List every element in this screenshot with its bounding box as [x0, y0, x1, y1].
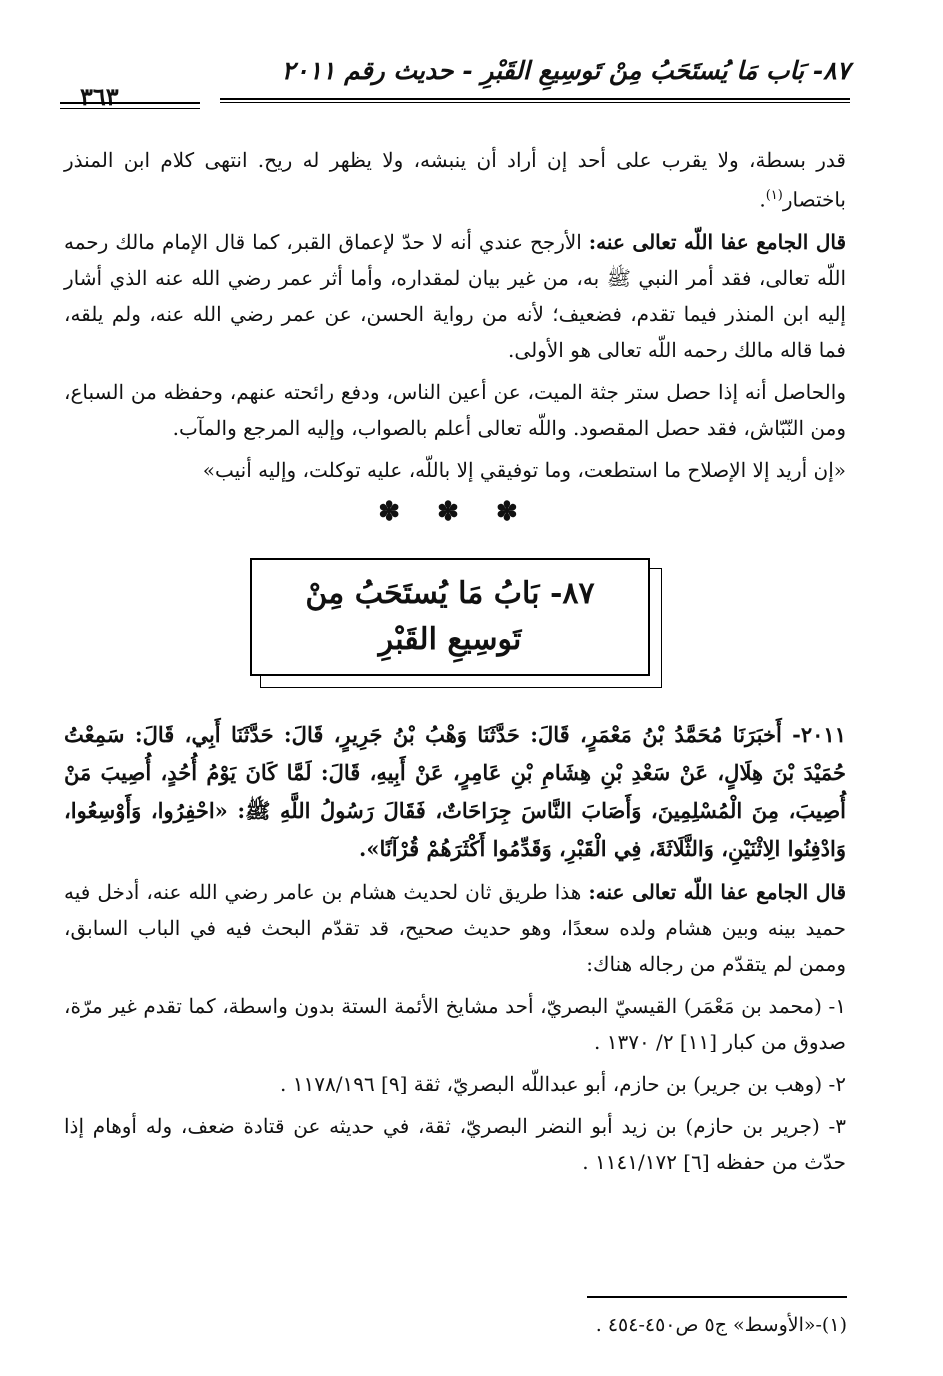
closing-quote: «إن أريد إلا الإصلاح ما استطعت، وما توفيقي إلا باللّه، عليه توكلت، وإليه أنيب»: [202, 457, 846, 482]
footnote-rule: [587, 1296, 847, 1298]
chapter-title: ٨٧- بَابُ مَا يُستَحَبُ مِنْ تَوسِيعِ القَبْرِ: [250, 558, 650, 676]
paragraph: قال الجامع عفا اللّه تعالى عنه: الأرجح عندي أنه لا حدّ لإعماق القبر، كما قال الإمام مالك رحمه اللّه تعالى، فقد أمر النبي ﷺ به، من غير بيان لمقداره، وأما أثر عمر رضي الله عنه الذي أشار إليه ابن المنذر فيما تقدم، فضعيف؛ لأنه من رواية الحسن، عن عمر رضي الله عنه، ولم يلقه، فما قاله مالك رحمه اللّه تعالى هو الأولى.: [64, 229, 847, 362]
hadith-text: ٢٠١١- أَخبَرَنَا مُحَمَّدُ بْنُ مَعْمَرٍ، قَالَ: حَدَّثَنَا وَهْبُ بْنُ جَرِيرٍ، قَالَ: حَدَّثَنَا أَبِي، قَالَ: سَمِعْتُ حُمَيْدَ بْنَ هِلَالٍ، عَنْ سَعْدِ بْنِ هِشَامِ بْنِ عَامِرٍ، عَنْ أَبِيهِ، قَالَ: لَمَّا كَانَ يَوْمُ أُحُدٍ، أُصِيبَ مَنْ أُصِيبَ، مِنَ الْمُسْلِمِينَ، وَأَصَابَ النَّاسَ جِرَاحَاتٌ، فَقَالَ رَسُولُ اللَّهِ ﷺ: «احْفِرُوا، وَأَوْسِعُوا، وَادْفِنُوا الِاثْنَيْنِ، وَالثَّلَاثَةَ، فِي الْقَبْرِ، وَقَدِّمُوا أَكْثَرَهُمْ قُرْآنًا».: [64, 721, 846, 861]
author-lead: قال الجامع عفا اللّه تعالى عنه:: [588, 229, 847, 254]
page-number-rule: [60, 102, 200, 109]
paragraph: قدر بسطة، ولا يقرب على أحد إن أراد أن ينبشه، ولا يظهر له ريح. انتهى كلام ابن المنذر باختصار$^{(١)}$.: [64, 148, 846, 212]
header-rule: [220, 98, 850, 103]
paragraph: والحاصل أنه إذا حصل ستر جثة الميت، عن أعين الناس، ودفع رائحته عنهم، وحفظه من السباع، ومن النّبّاش، فقد حصل المقصود. واللّه تعالى أعلم بالصواب، وإليه المرجع والمآب.: [64, 379, 846, 440]
narrator-entry: ١- (محمد بن مَعْمَر) القيسيّ البصريّ، أحد مشايخ الأئمة الستة بدون واسطة، كما تقدم غير مرّة، صدوق من كبار [١١] ٢/ ١٣٧٠ .: [64, 993, 846, 1054]
running-title: ٨٧- بَاب مَا يُستَحَبُ مِنْ تَوسِيعِ القَبْرِ - حديث رقم ٢٠١١: [281, 56, 850, 85]
page-header: [60, 56, 850, 112]
page-number: ٣٦٣: [80, 82, 119, 111]
page-body: [64, 142, 846, 1186]
narrator-entry: ٣- (جرير بن حازم) بن زيد أبو النضر البصريّ، ثقة، في حديثه عن قتادة ضعف، وله أوهام إذا حدّث من حفظه [٦] ١١٤١/١٧٢ .: [64, 1113, 846, 1174]
chapter-heading: [250, 558, 660, 686]
footnote: (١)-«الأوسط» ج٥ ص٤٥٠-٤٥٤ .: [595, 1314, 847, 1336]
commentary-paragraph: قال الجامع عفا اللّه تعالى عنه: هذا طريق ثان لحديث هشام بن عامر رضي الله عنه، أدخل فيه حميد بينه وبين هشام ولده سعدًا، وهو حديث صحيح، قد تقدّم البحث فيه في الباب السابق، وممن لم يتقدّم من رجاله هناك:: [64, 879, 847, 976]
footnote-marker: (١): [765, 188, 783, 203]
author-lead: قال الجامع عفا اللّه تعالى عنه:: [588, 879, 847, 904]
section-ornament: ✽ ✽ ✽: [378, 496, 532, 527]
narrator-entry: ٢- (وهب بن جرير) بن حازم، أبو عبداللّه البصريّ، ثقة [٩] ١١٧٨/١٩٦ .: [280, 1071, 846, 1096]
